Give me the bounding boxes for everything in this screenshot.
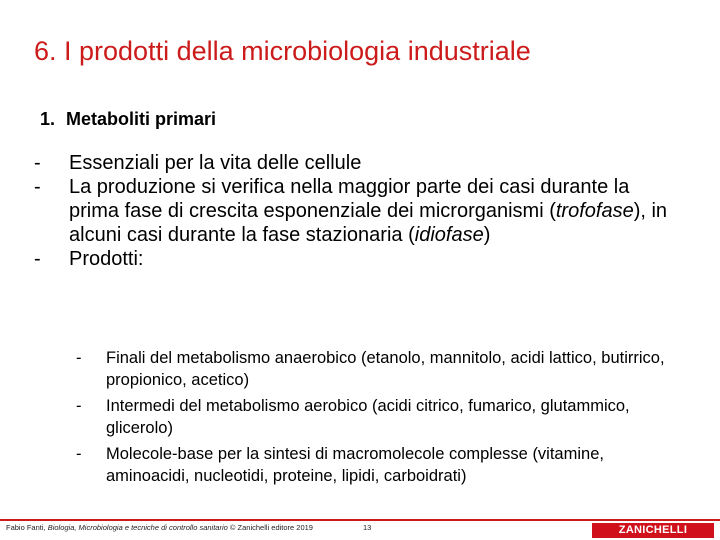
subbullet-dash: - (76, 349, 82, 367)
footer-credits (6, 523, 313, 532)
page-number: 13 (363, 523, 372, 532)
section-label: Metaboliti primari (66, 109, 217, 129)
bullet-text: Essenziali per la vita delle cellule (69, 152, 362, 174)
slide-title: 6. I prodotti della microbiologia industriale (34, 36, 531, 66)
bullet-item (34, 247, 674, 271)
subbullet-text: Intermedi del metabolismo aerobico (acidi citrico, fumarico, glutammico, glicerolo) (106, 397, 630, 437)
bullet-list (34, 151, 674, 271)
bullet-dash: - (34, 176, 41, 198)
footer-author: Fabio Fanti, (6, 523, 46, 532)
section-heading (40, 109, 216, 130)
section-number: 1. (40, 109, 56, 129)
bullet-text-part: ), in alcuni casi durante la fase stazionaria ( (69, 200, 668, 246)
bullet-italic-term: idiofase (414, 224, 484, 246)
subbullet-text: Molecole-base per la sintesi di macromolecole complesse (vitamine, aminoacidi, nucleotidi, proteine, lipidi, carboidrati) (106, 445, 604, 485)
bullet-italic-term: trofofase (555, 200, 634, 222)
subbullet-list (76, 347, 676, 491)
bullet-dash: - (34, 152, 41, 174)
footer-publisher: © Zanichelli editore 2019 (229, 523, 313, 532)
subbullet-item (76, 347, 676, 391)
subbullet-dash: - (76, 397, 82, 415)
subbullet-item (76, 443, 676, 487)
footer-book-title: Biologia, Microbiologia e tecniche di controllo sanitario (47, 523, 228, 532)
bullet-dash: - (34, 248, 41, 270)
subbullet-text: Finali del metabolismo anaerobico (etanolo, mannitolo, acidi lattico, butirrico, propionico, acetico) (106, 349, 665, 389)
bullet-text-part: La produzione si verifica nella maggior parte dei casi durante la prima fase di crescita esponenziale dei microrganismi ( (69, 176, 630, 222)
bullet-text-part: ) (483, 224, 491, 246)
subbullet-item (76, 395, 676, 439)
bullet-item (34, 151, 674, 175)
subbullet-dash: - (76, 445, 82, 463)
zanichelli-logo: ZANICHELLI (592, 523, 714, 538)
bullet-text: Prodotti: (69, 248, 144, 270)
bullet-item (34, 175, 674, 247)
footer-divider (0, 519, 720, 521)
